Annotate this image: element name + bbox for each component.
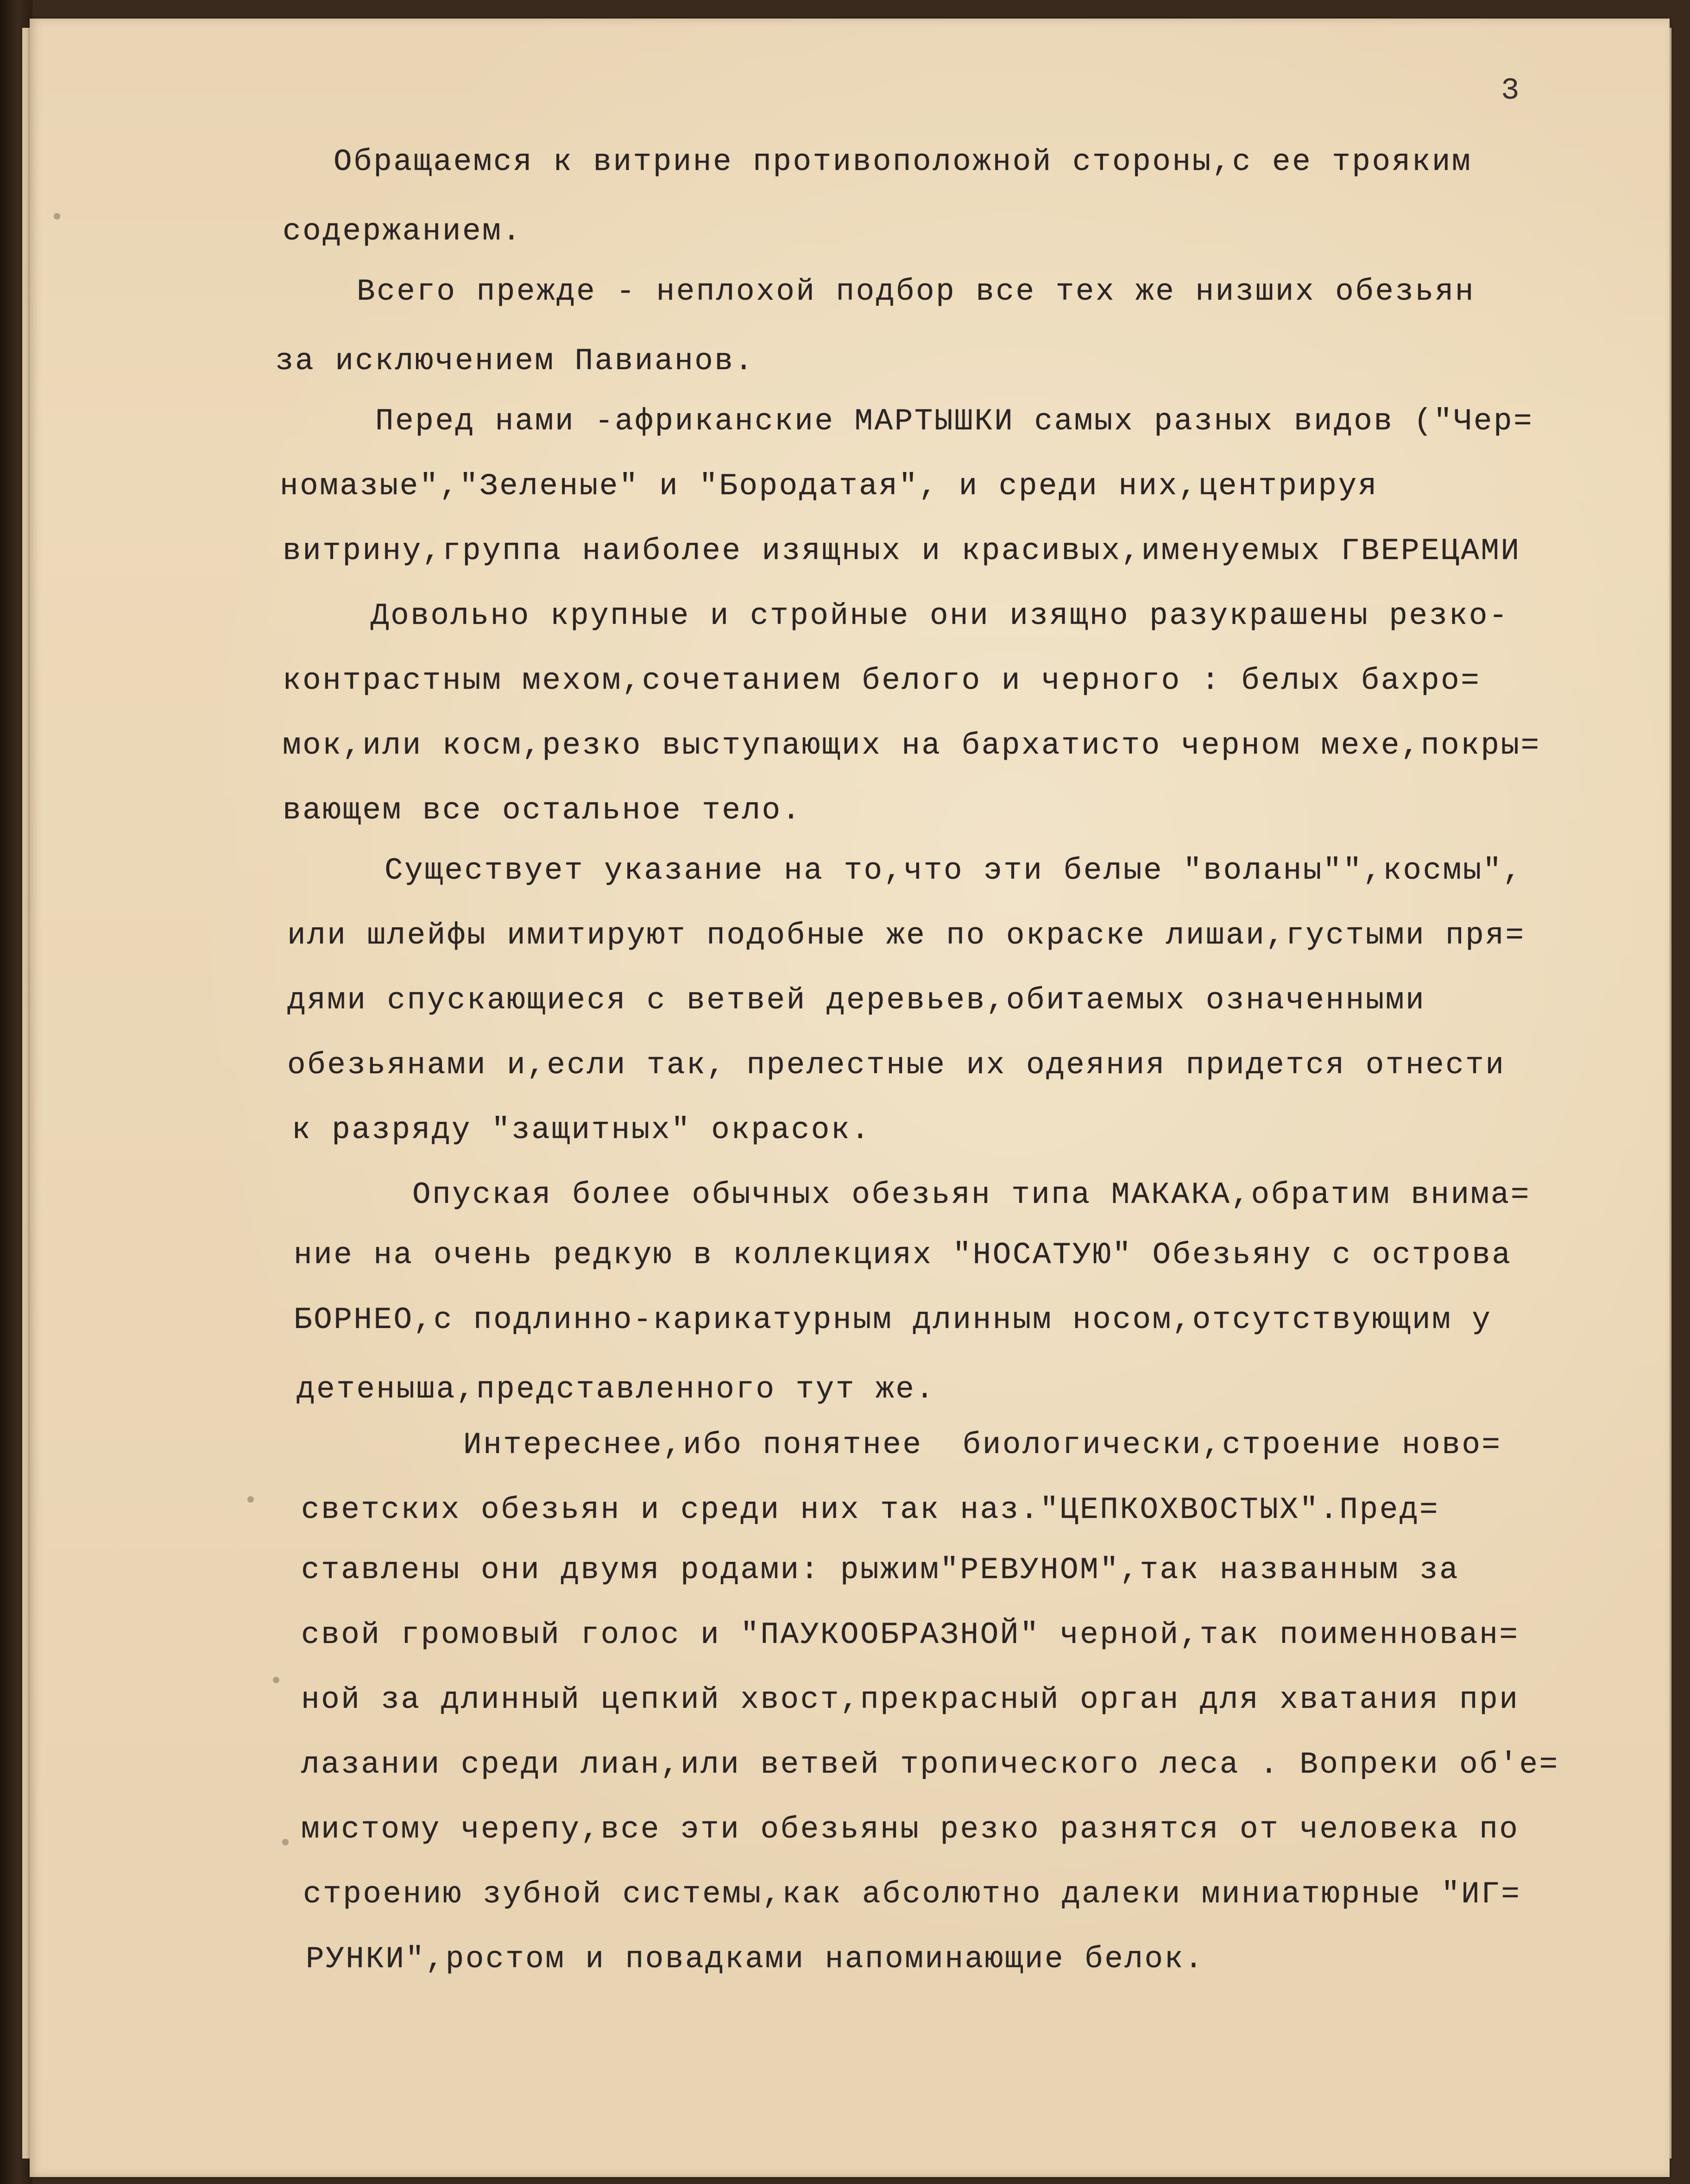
text-line: обезьянами и,если так, прелестные их одеяния придется отнести [287,1048,1506,1083]
text-line: содержанием. [283,214,523,249]
text-line: Обращаемся к витрине противоположной стороны,с ее трояким [334,145,1472,179]
text-line: РУНКИ",ростом и повадками напоминающие белок. [306,1942,1204,1976]
text-line: ние на очень редкую в коллекциях "НОСАТУЮ" Обезьяну с острова [294,1238,1512,1272]
text-line: за исключением Павианов. [275,344,755,378]
text-line: строению зубной системы,как абсолютно далеки миниатюрные "ИГ= [303,1877,1521,1912]
text-line: вающем все остальное тело. [283,793,802,828]
text-line: контрастным мехом,сочетанием белого и черного : белых бахро= [283,663,1481,698]
page-number: 3 [1501,73,1520,108]
typewritten-page [30,19,1670,2177]
text-line: ставлены они двумя родами: рыжим"РЕВУНОМ",так названным за [301,1553,1460,1587]
text-line: к разряду "защитных" окрасок. [292,1113,871,1147]
text-line: дями спускающиеся с ветвей деревьев,обитаемых означенными [287,983,1426,1018]
text-line: свой громовый голос и "ПАУКООБРАЗНОЙ" черной,так поименнован= [301,1618,1520,1652]
text-line: мистому черепу,все эти обезьяны резко разнятся от человека по [301,1812,1520,1847]
text-line: лазании среди лиан,или ветвей тропического леса . Вопреки об'е= [301,1747,1559,1782]
text-line: детеныша,представленного тут же. [296,1372,936,1407]
text-line: светских обезьян и среди них так наз."ЦЕПКОХВОСТЫХ".Пред= [301,1492,1440,1527]
punch-mark [54,213,60,220]
text-line: Опуская более обычных обезьян типа МАКАКА,обратим внима= [412,1177,1531,1212]
text-line: ной за длинный цепкий хвост,прекрасный орган для хватания при [301,1682,1520,1717]
text-line: мок,или косм,резко выступающих на бархатисто черном мехе,покры= [283,728,1541,763]
text-line: витрину,группа наиболее изящных и красивых,именуемых ГВЕРЕЦАМИ [283,534,1521,568]
text-line: или шлейфы имитируют подобные же по окраске лишаи,густыми пря= [287,918,1526,953]
text-line: Интереснее,ибо понятнее биологически,строение ново= [463,1428,1502,1462]
text-line: номазые","Зеленые" и "Бородатая", и среди них,центрируя [280,469,1378,504]
text-line: Существует указание на то,что эти белые "воланы"",космы", [385,853,1523,888]
text-line: Довольно крупные и стройные они изящно разукрашены резко- [371,598,1509,633]
text-line: Всего прежде - неплохой подбор все тех же низших обезьян [357,274,1475,309]
punch-mark [247,1496,254,1503]
punch-mark [273,1677,279,1683]
text-line: БОРНЕО,с подлинно-карикатурным длинным носом,отсутствующим у [294,1303,1492,1337]
text-line: Перед нами -африканские МАРТЫШКИ самых разных видов ("Чер= [375,404,1534,439]
punch-mark [282,1839,289,1845]
